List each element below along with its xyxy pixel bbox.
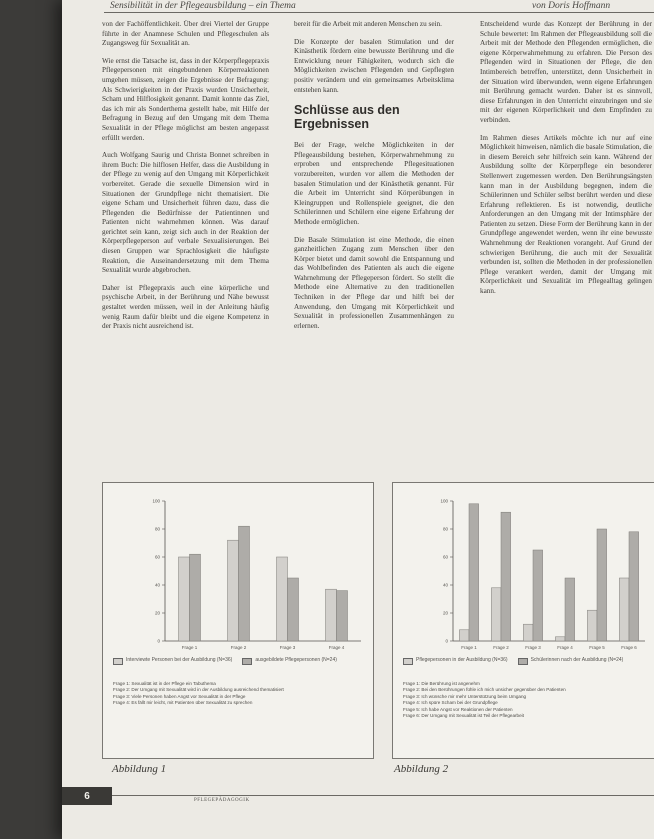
figure-1-panel — [102, 482, 374, 759]
paragraph: Wie ernst die Tatsache ist, dass in der Körperpflegepraxis Pflegepersonen mit eingebundenen Körperreaktionen umgehen müssen, zeigen die Ergebnisse der Befragung: Als Schwierigkeiten in der Praxis wurden Unsicherheit, Scham und Hilflosigkeit genannt. Damit konnte das Ziel, das ich mir als Sonderthema gestellt habe, mit Hilfe der Befragung in Bezug auf den Umgang mit dem Thema Sexualität in der Pflege möglichst am besten angepasst erfüllt werden. — [102, 56, 269, 142]
paragraph: Daher ist Pflegepraxis auch eine körperliche und psychische Arbeit, in der Berührung und Nähe bewusst gestaltet werden müssen, weil in der Anleitung häufig wenig Raum dafür bleibt und die eigene Kompetenz in der Praxis nicht ausreichend ist. — [102, 283, 269, 331]
journal-name: PFLEGEPÄDAGOGIK — [194, 798, 250, 803]
note-line: Frage 2: Der Umgang mit Sexualität wird in der Ausbildung ausreichend thematisiert — [113, 687, 284, 693]
figure-2-panel — [392, 482, 654, 759]
bar-series-1-3 — [277, 557, 288, 641]
y-tick-label: 80 — [442, 526, 448, 532]
x-tick-label: Frage 1 — [461, 645, 477, 650]
figure-1-chart — [103, 483, 373, 653]
legend-item — [518, 657, 624, 665]
note-line: Frage 4: Es fällt mir leicht, mit Patienten über Sexualität zu sprechen — [113, 700, 253, 706]
running-head-title: Sensibilität in der Pflegeausbildung – ein Thema — [110, 1, 296, 11]
legend-swatch — [113, 658, 123, 665]
legend-label: Pflegepersonen in der Ausbildung (N=36) — [416, 657, 508, 663]
figure-2-caption: Abbildung 2 — [394, 763, 449, 775]
x-tick-label: Frage 6 — [621, 645, 637, 650]
y-tick-label: 100 — [440, 498, 448, 504]
bar-series-1-5 — [587, 610, 597, 641]
x-tick-label: Frage 2 — [493, 645, 509, 650]
footer-rule — [102, 795, 654, 796]
bar-series-2-3 — [288, 578, 299, 641]
section-heading: Schlüsse aus den Ergebnissen — [294, 103, 400, 132]
note-line: Frage 4: Ich spüre Scham bei der Grundpflege — [403, 700, 498, 706]
paragraph: Im Rahmen dieses Artikels möchte ich nur auf eine Möglichkeit hinweisen, nämlich die basale Stimulation, die in diesem Bereich sehr hilfreich sein kann. Während der Ausbildung sollte der Körperpflege ein besonderer Stellenwert zugemessen werden. Den Berührungsängsten kann man in der Ausbildung begegnen, indem die Schülerinnen und Schüler selbst berührt werden und diese Erfahrung reflektieren. Es ist notwendig, deutliche Anforderungen an den Umgang mit der Intimsphäre der Patienten zu setzen. Diese Form der Berührung kann in der Grundpflege angewendet werden, wenn ihr eine bewusste Wahrnehmung der Reaktionen vorangeht. Auf Grund der schwierigen Berührung, die auch mit der Sexualität verbunden ist, sollten die Methoden in der professionellen Pflege verankert werden, damit der Umgang mit Körperlichkeit und Sexualität im Pflegealltag gelingen kann. — [480, 133, 652, 296]
y-tick-label: 40 — [154, 582, 160, 588]
x-tick-label: Frage 3 — [279, 645, 296, 650]
note-line: Frage 6: Der Umgang mit Sexualität ist Teil der Pflegearbeit — [403, 713, 524, 719]
legend-item — [403, 657, 508, 665]
note-line: Frage 5: Ich habe Angst vor Reaktionen der Patienten — [403, 706, 513, 712]
figure-2-legend — [403, 657, 623, 665]
bar-series-1-1 — [459, 630, 469, 641]
legend-item — [113, 657, 232, 665]
legend-label: Interviewte Personen bei der Ausbildung (N=36) — [126, 657, 233, 663]
header-rule — [104, 12, 654, 13]
paragraph: Die Konzepte der basalen Stimulation und der Kinästhetik fördern eine bewusste Berührung und die Entwicklung neuer Fähigkeiten, wodurch sich die Möglichkeiten zwischen Pflegenden und Gepflegten positiv verändern und ein gemeinsames Arbeitsklima entstehen kann. — [294, 37, 454, 94]
document-page — [62, 0, 654, 839]
y-tick-label: 20 — [442, 610, 448, 616]
bar-series-2-1 — [469, 504, 479, 641]
running-head-author: von Doris Hoffmann — [532, 1, 611, 11]
x-tick-label: Frage 4 — [557, 645, 573, 650]
bar-series-2-3 — [533, 550, 543, 641]
note-line: Frage 1: Sexualität ist in der Pflege ein Tabuthema — [113, 681, 216, 686]
legend-swatch — [403, 658, 413, 665]
y-tick-label: 0 — [445, 638, 448, 644]
legend-swatch — [242, 658, 252, 665]
bar-series-1-6 — [619, 578, 629, 641]
note-line: Frage 2: Bei den Berührungen fühle ich mich unsicher gegenüber den Patienten — [403, 687, 566, 693]
figure-2-notes — [403, 681, 566, 719]
bar-series-2-5 — [597, 529, 607, 641]
bar-series-1-1 — [179, 557, 190, 641]
legend-swatch — [518, 658, 528, 665]
bar-series-1-4 — [555, 637, 565, 641]
bar-series-2-1 — [190, 554, 201, 641]
y-tick-label: 20 — [154, 610, 160, 616]
y-tick-label: 80 — [154, 526, 160, 532]
x-tick-label: Frage 2 — [230, 645, 247, 650]
y-tick-label: 0 — [157, 638, 160, 644]
figure-2-chart — [393, 483, 654, 653]
legend-item — [242, 657, 337, 665]
page-number: 6 — [62, 787, 112, 805]
bar-series-2-2 — [501, 512, 511, 641]
paragraph: Entscheidend wurde das Konzept der Berührung in der Schule bewertet: Im Rahmen der Pflegeausbildung soll die Arbeit mit der Methode den Pflegenden ermöglichen, die eigene Körperwahrnehmung zu erfahren. Die Person des Pflegenden wird in Situationen der Pflege, die den Intimbereich betreffen, unterstützt, denn Unsicherheit in der Situation wird überwunden, wenn eigene Erfahrungen mit Berührung gemacht wurden. Daher ist es sinnvoll, diese Erfahrungen in den Unterricht einzubringen und sie mit der eigenen Körperlichkeit und dem Empfinden zu verbinden. — [480, 20, 652, 124]
figure-1-caption: Abbildung 1 — [112, 763, 167, 775]
figure-1-legend — [113, 657, 337, 665]
legend-label: ausgebildete Pflegepersonen (N=24) — [255, 657, 337, 663]
x-tick-label: Frage 1 — [181, 645, 198, 650]
bar-series-2-2 — [239, 526, 250, 641]
x-tick-label: Frage 5 — [589, 645, 605, 650]
y-tick-label: 60 — [154, 554, 160, 560]
paragraph: Bei der Frage, welche Möglichkeiten in der Pflegeausbildung bestehen, Körperwahrnehmung zu erproben und entsprechende Pflegesituationen vorzubereiten, wurden vor allem die Methoden der basalen Stimulation und der Kinästhetik genannt. Für die Arbeit im Unterricht sind Körperübungen in Kleingruppen und Rollenspiele geeignet, die den Schülerinnen und Schülern eine eigene Erfahrung der Methode ermöglichen. — [294, 141, 454, 226]
y-tick-label: 40 — [442, 582, 448, 588]
bar-series-1-2 — [491, 588, 501, 641]
bar-series-1-3 — [523, 624, 533, 641]
paragraph: bereit für die Arbeit mit anderen Menschen zu sein. — [294, 20, 442, 28]
x-tick-label: Frage 4 — [328, 645, 345, 650]
bar-series-1-2 — [228, 540, 239, 641]
figure-1-notes — [113, 681, 284, 707]
note-line: Frage 3: Viele Personen haben Angst vor Sexualität in der Pflege — [113, 693, 246, 699]
paragraph: Auch Wolfgang Saurig und Christa Bonnet schreiben in ihrem Buch: Die hilflosen Helfer, dass die Ausbildung in der Pflege zu wenig auf den Umgang mit Körperlichkeit vorbereitet. Gerade die sexuelle Dimension wird in Situationen der Grundpflege nicht thematisiert. Die eigene Scham und Unsicherheit führen dazu, dass die Pflegenden die Bedürfnisse der Patientinnen und Patienten nicht wahrnehmen können. Was darauf gerichtet sein kann, zeigt sich auch in der Reaktion der Körperpflegeperson auf verbale Sexualisierungen. Bei diesen Gruppen war Sprachlosigkeit die häufigste Reaktion, die Auseinandersetzung mit dem Thema Sexualität wurde abgebrochen. — [102, 151, 269, 275]
bar-series-2-4 — [565, 578, 575, 641]
text-column-1 — [102, 20, 269, 340]
paragraph: Die Basale Stimulation ist eine Methode, die einen ganzheitlichen Zugang zum Menschen über den Körper bietet und damit sowohl die Entspannung und das Wohlbefinden des Patienten als auch die eigene Wahrnehmung der Pflegeperson fördert. So stellt die Methode eine Alternative zu den traditionellen Techniken in der Pflege dar und hilft bei der Anwendung, den Umgang mit Körperlichkeit und Sexualität in professionellen Zusammenhängen zu erlernen. — [294, 235, 454, 330]
text-column-3 — [480, 20, 652, 305]
y-tick-label: 100 — [152, 498, 160, 504]
legend-label: Schülerinnen nach der Ausbildung (N=24) — [530, 657, 624, 663]
note-line: Frage 1: Die Berührung ist angenehm — [403, 681, 480, 686]
x-tick-label: Frage 3 — [525, 645, 541, 650]
bar-series-2-4 — [337, 591, 348, 641]
text-column-2 — [294, 20, 454, 339]
note-line: Frage 3: Ich wünsche mir mehr Unterstützung beim Umgang — [403, 693, 527, 699]
y-tick-label: 60 — [442, 554, 448, 560]
bar-series-2-6 — [629, 532, 639, 641]
paragraph: von der Fachöffentlichkeit. Über drei Viertel der Gruppe führte in der Anamnese Schulen und Pflegeschulen als Zugangsweg für Sexualität an. — [102, 20, 269, 48]
bar-series-1-4 — [326, 589, 337, 641]
